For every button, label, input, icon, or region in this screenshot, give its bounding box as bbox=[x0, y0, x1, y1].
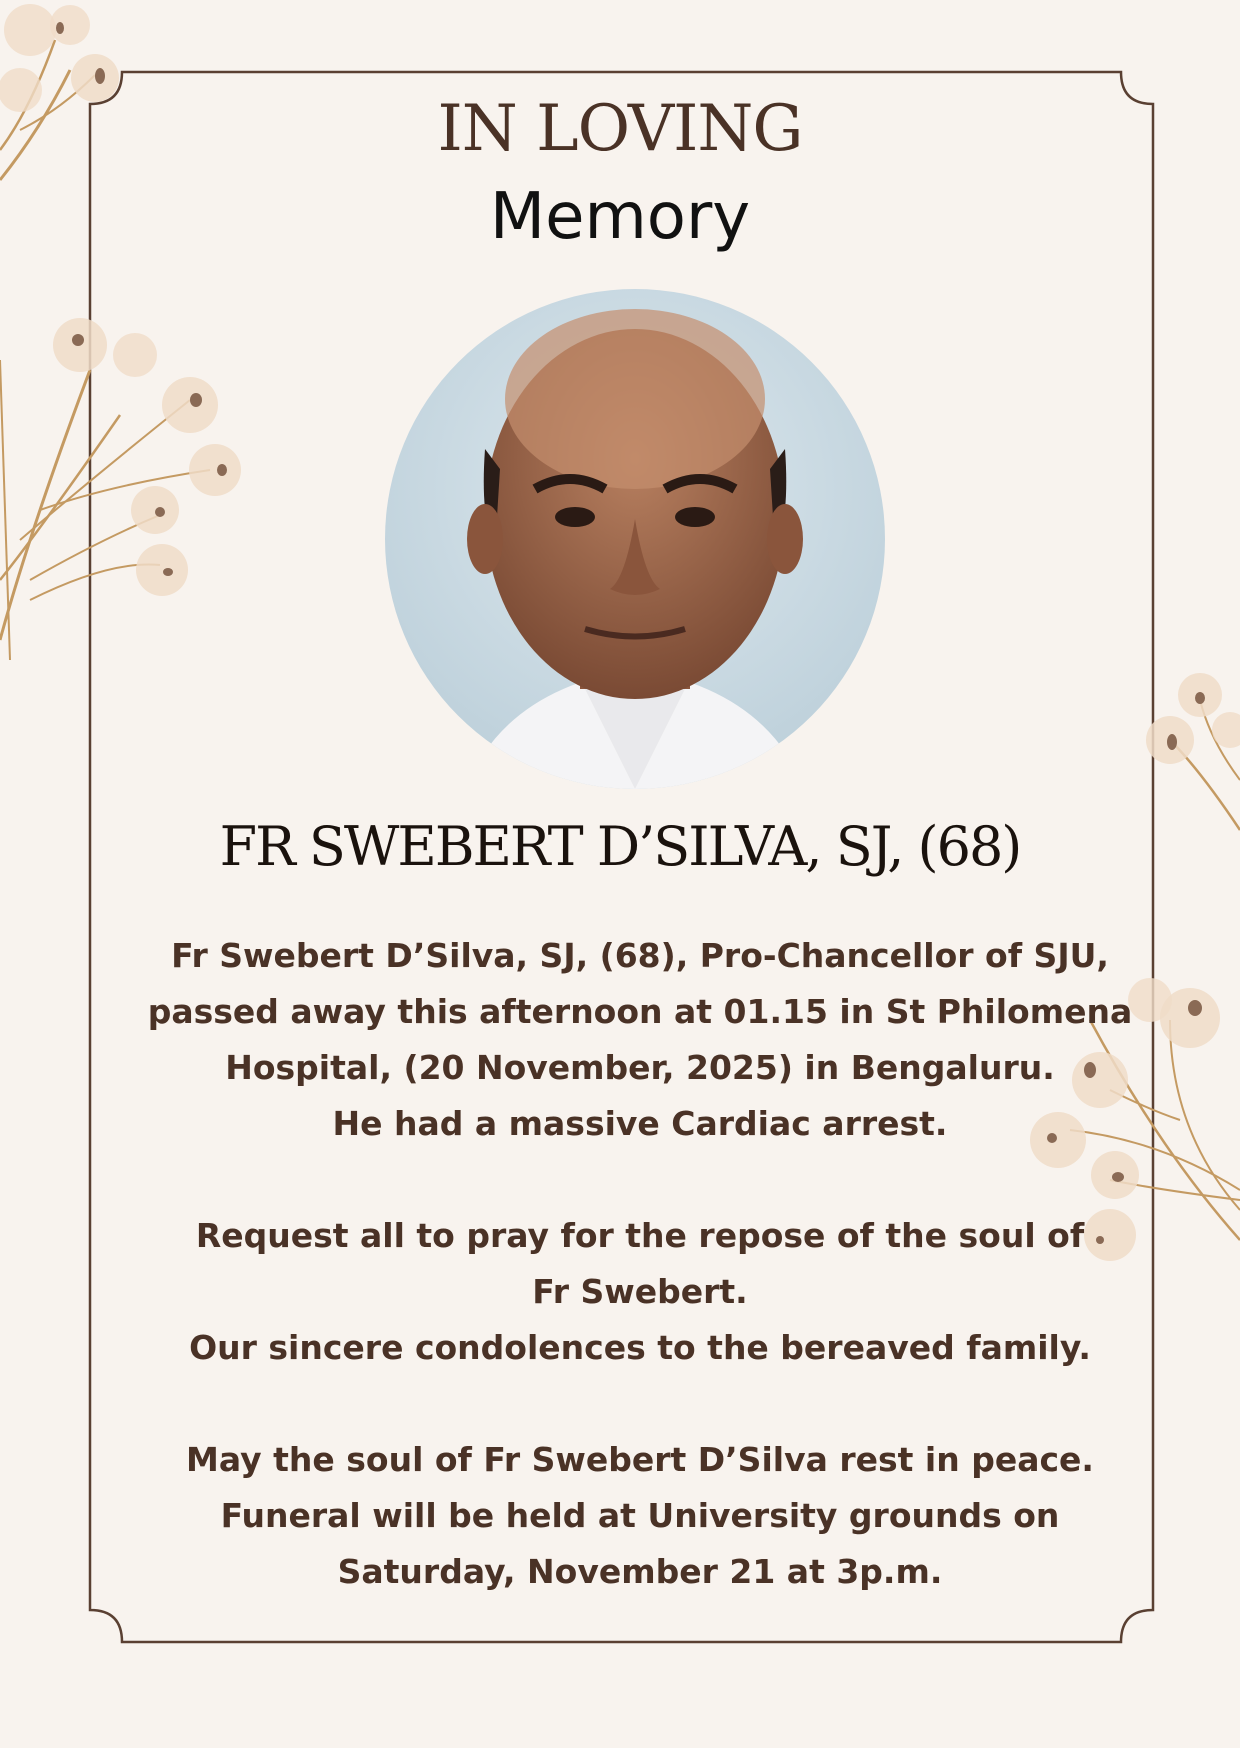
floral-decoration-right-upper-icon bbox=[1140, 660, 1240, 840]
paragraph-spacer bbox=[120, 1376, 1160, 1432]
paragraph-1-line: Hospital, (20 November, 2025) in Bengaluru. bbox=[225, 1048, 1055, 1087]
person-portrait-icon bbox=[385, 289, 885, 789]
heading-memory: Memory bbox=[489, 180, 751, 254]
paragraph-2-line: Fr Swebert. bbox=[532, 1272, 748, 1311]
paragraph-3-line: Funeral will be held at University grounds on bbox=[220, 1496, 1060, 1535]
paragraph-2-line: Our sincere condolences to the bereaved family. bbox=[189, 1328, 1091, 1367]
deceased-name-title: FR SWEBERT D’SILVA, SJ, (68) bbox=[219, 815, 1021, 878]
floral-decoration-left-icon bbox=[0, 300, 250, 660]
paragraph-3-line: Saturday, November 21 at 3p.m. bbox=[337, 1552, 943, 1591]
paragraph-1-line: He had a massive Cardiac arrest. bbox=[332, 1104, 948, 1143]
announcement-text bbox=[120, 928, 1160, 1600]
paragraph-3-line: May the soul of Fr Swebert D’Silva rest in peace. bbox=[186, 1440, 1094, 1479]
paragraph-spacer bbox=[120, 1152, 1160, 1208]
paragraph-2-line: Request all to pray for the repose of the soul of bbox=[195, 1216, 1085, 1255]
paragraph-1-line: passed away this afternoon at 01.15 in St Philomena bbox=[147, 992, 1133, 1031]
heading-in-loving: IN LOVING bbox=[437, 92, 803, 166]
paragraph-1-line: Fr Swebert D’Silva, SJ, (68), Pro-Chancellor of SJU, bbox=[171, 936, 1109, 975]
portrait-photo bbox=[385, 289, 885, 789]
